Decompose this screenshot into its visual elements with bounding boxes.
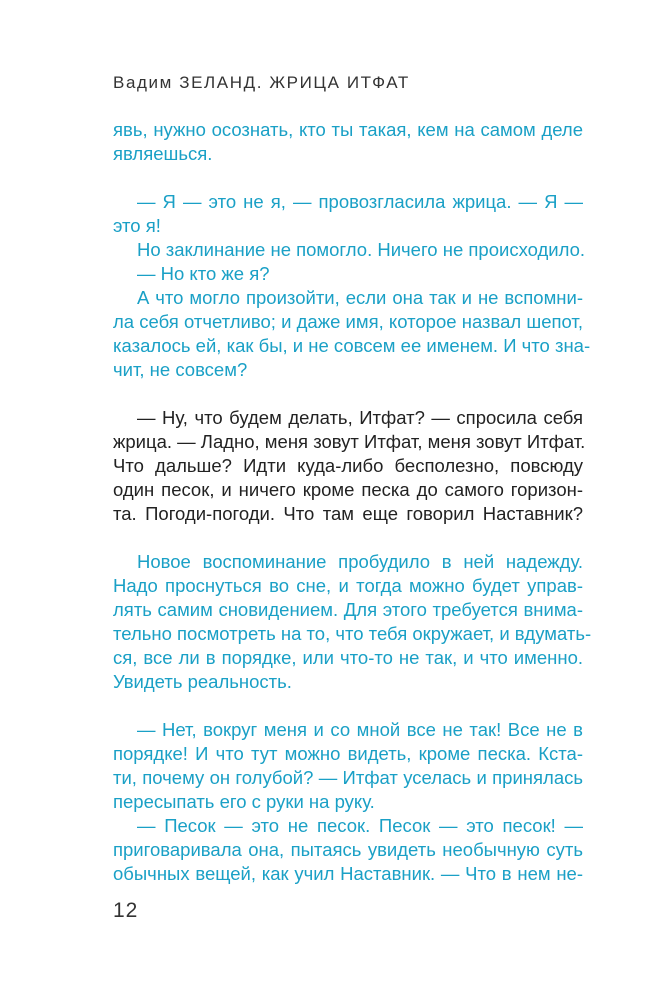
text-line: являешься. [113, 143, 213, 164]
text-line: порядке! И что тут можно видеть, кроме песка. Кста- [113, 743, 583, 764]
text-line: тельно посмотреть на то, что тебя окружает, и вдумать- [113, 623, 592, 644]
text-line: — Нет, вокруг меня и со мной все не так! Все не в [137, 719, 583, 740]
text-line: ти, почему он голубой? — Итфат уселась и принялась [113, 767, 583, 788]
page-number: 12 [113, 899, 139, 922]
text-line: Что дальше? Идти куда-либо бесполезно, повсюду [113, 455, 583, 476]
text-line: та. Погоди-погоди. Что там еще говорил Наставник? [113, 503, 583, 524]
text-line: — Песок — это не песок. Песок — это песок! — [137, 815, 583, 836]
text-line: Надо проснуться во сне, и тогда можно будет управ- [113, 575, 583, 596]
text-line: казалось ей, как бы, и не совсем ее именем. И что зна- [113, 335, 591, 356]
text-line: ся, все ли в порядке, или что-то не так, и что именно. [113, 647, 583, 668]
text-line: — Я — это не я, — провозгласила жрица. — Я — [137, 191, 583, 212]
text-line: — Ну, что будем делать, Итфат? — спросила себя [137, 407, 583, 428]
text-line: приговаривала она, пытаясь увидеть необычную суть [113, 839, 583, 860]
text-line: чит, не совсем? [113, 359, 248, 380]
text-line: жрица. — Ладно, меня зовут Итфат, меня зовут Итфат. [113, 431, 586, 452]
text-line: — Но кто же я? [137, 263, 270, 284]
running-header: Вадим ЗЕЛАНД. ЖРИЦА ИТФАТ [113, 73, 410, 92]
text-line: это я! [113, 215, 161, 236]
text-line: Новое воспоминание пробудило в ней надежду. [137, 551, 583, 572]
text-line: ла себя отчетливо; и даже имя, которое назвал шепот, [113, 311, 583, 332]
text-line: один песок, и ничего кроме песка до самого горизон- [113, 479, 583, 500]
text-line: пересыпать его с руки на руку. [113, 791, 375, 812]
text-line: явь, нужно осознать, кто ты такая, кем на самом деле [113, 119, 583, 140]
text-line: А что могло произойти, если она так и не вспомни- [137, 287, 583, 308]
text-line: лять самим сновидением. Для этого требуется внима- [113, 599, 583, 620]
text-line: Увидеть реальность. [113, 671, 292, 692]
text-line: обычных вещей, как учил Наставник. — Что в нем не- [113, 863, 583, 884]
text-line: Но заклинание не помогло. Ничего не происходило. [137, 239, 586, 260]
